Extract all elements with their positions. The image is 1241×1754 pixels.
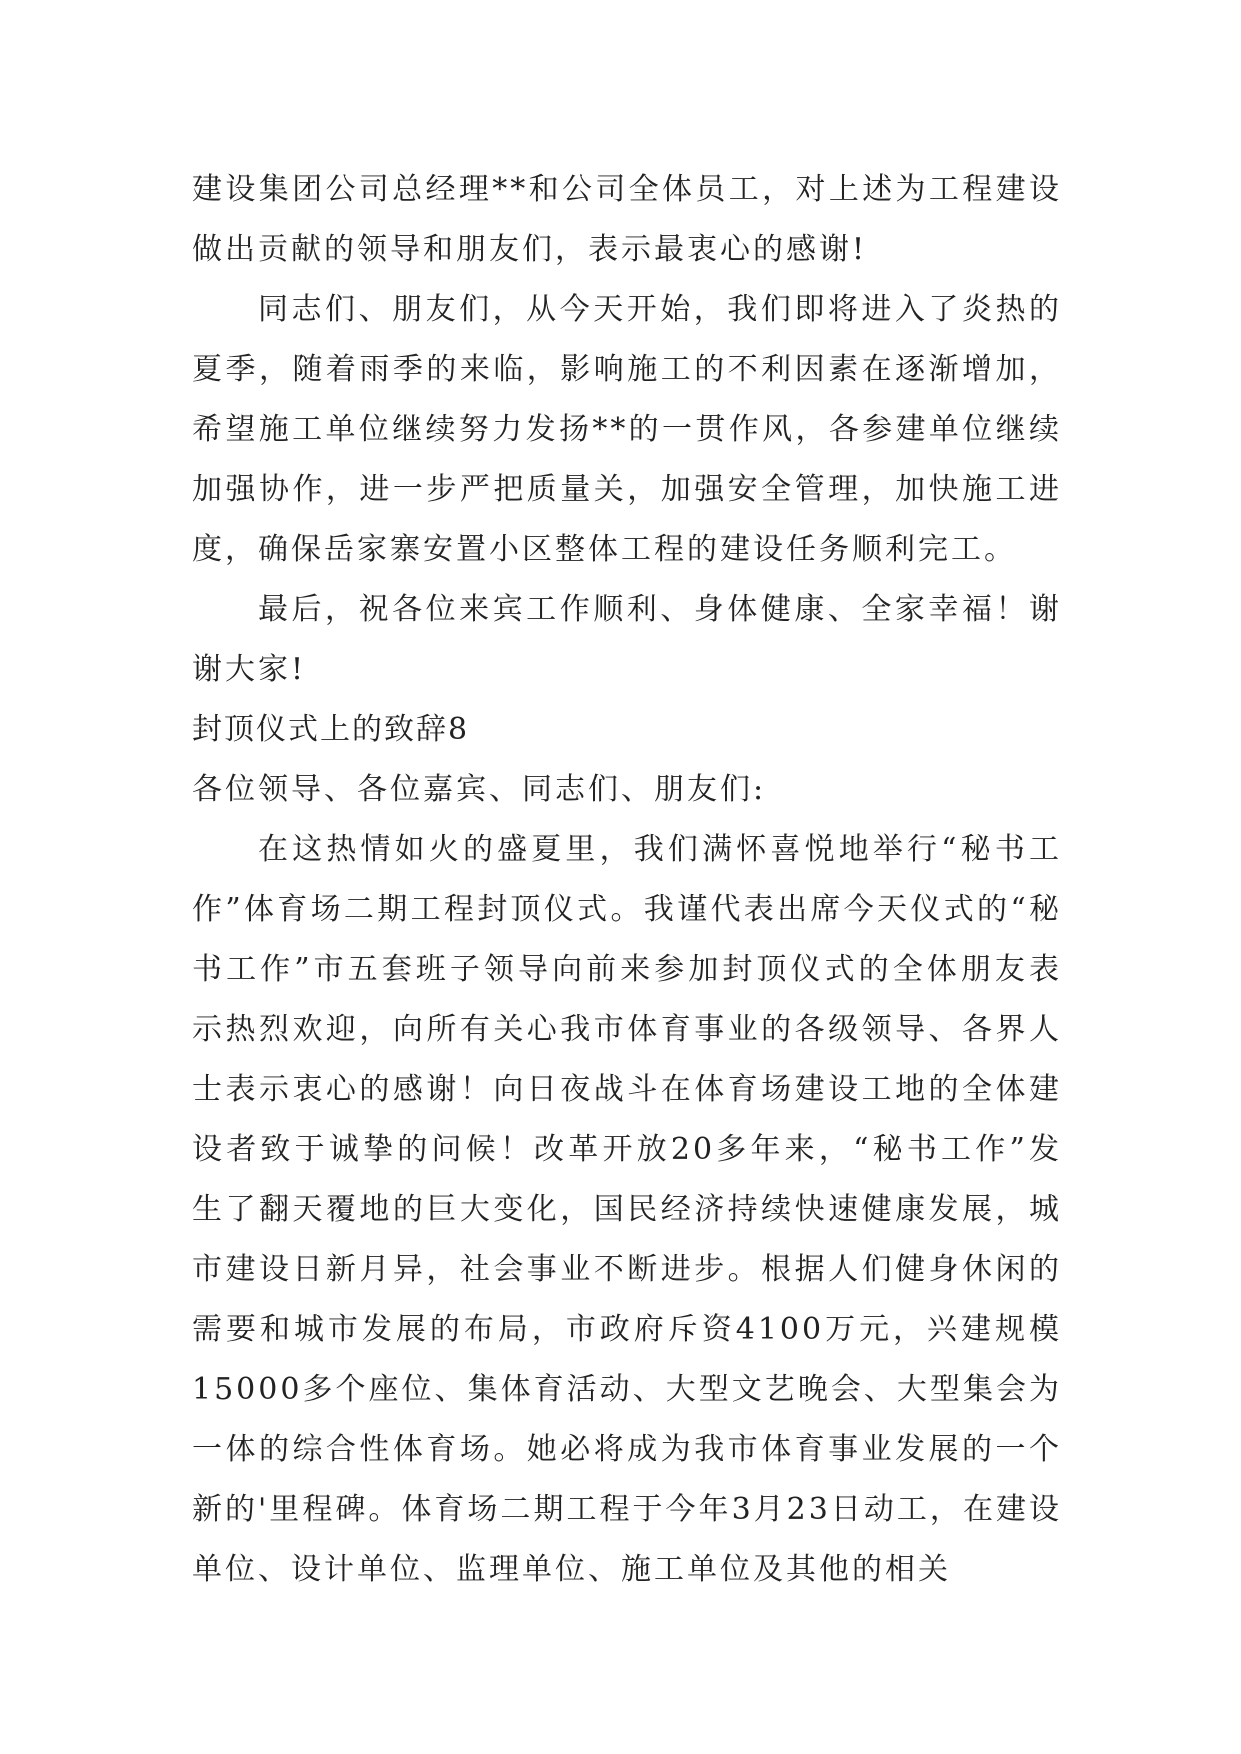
section-heading: 封顶仪式上的致辞8: [192, 712, 470, 747]
salutation: 各位领导、各位嘉宾、同志们、朋友们:: [192, 772, 767, 807]
paragraph-stadium-ceremony: 在这热情如火的盛夏里，我们满怀喜悦地举行“秘书工作”体育场二期工程封顶仪式。我谨代表出席今天仪式的“秘书工作”市五套班子领导向前来参加封顶仪式的全体朋友表示热烈欢迎，向所有关心我市体育事业的各级领导、各界人士表示衷心的感谢！向日夜战斗在体育场建设工地的全体建设者致于诚挚的问候！改革开放20多年来，“秘书工作”发生了翻天覆地的巨大变化，国民经济持续快速健康发展，城市建设日新月异，社会事业不断进步。根据人们健身休闲的需要和城市发展的布局，市政府斥资4100万元，兴建规模15000多个座位、集体育活动、大型文艺晚会、大型集会为一体的综合性体育场。她必将成为我市体育事业发展的一个新的'里程碑。体育场二期工程于今年3月23日动工，在建设单位、设计单位、监理单位、施工单位及其他的相关: [192, 832, 1062, 1587]
paragraph-thanks: 建设集团公司总经理**和公司全体员工，对上述为工程建设做出贡献的领导和朋友们，表示最衷心的感谢!: [192, 172, 1062, 267]
paragraph-summer-construction: 同志们、朋友们，从今天开始，我们即将进入了炎热的夏季，随着雨季的来临，影响施工的不利因素在逐渐增加，希望施工单位继续努力发扬**的一贯作风，各参建单位继续加强协作，进一步严把质量关，加强安全管理，加快施工进度，确保岳家寨安置小区整体工程的建设任务顺利完工。: [192, 292, 1062, 567]
document-body: [192, 160, 1062, 1600]
paragraph-closing-wishes: 最后，祝各位来宾工作顺利、身体健康、全家幸福！谢谢大家!: [192, 592, 1062, 687]
